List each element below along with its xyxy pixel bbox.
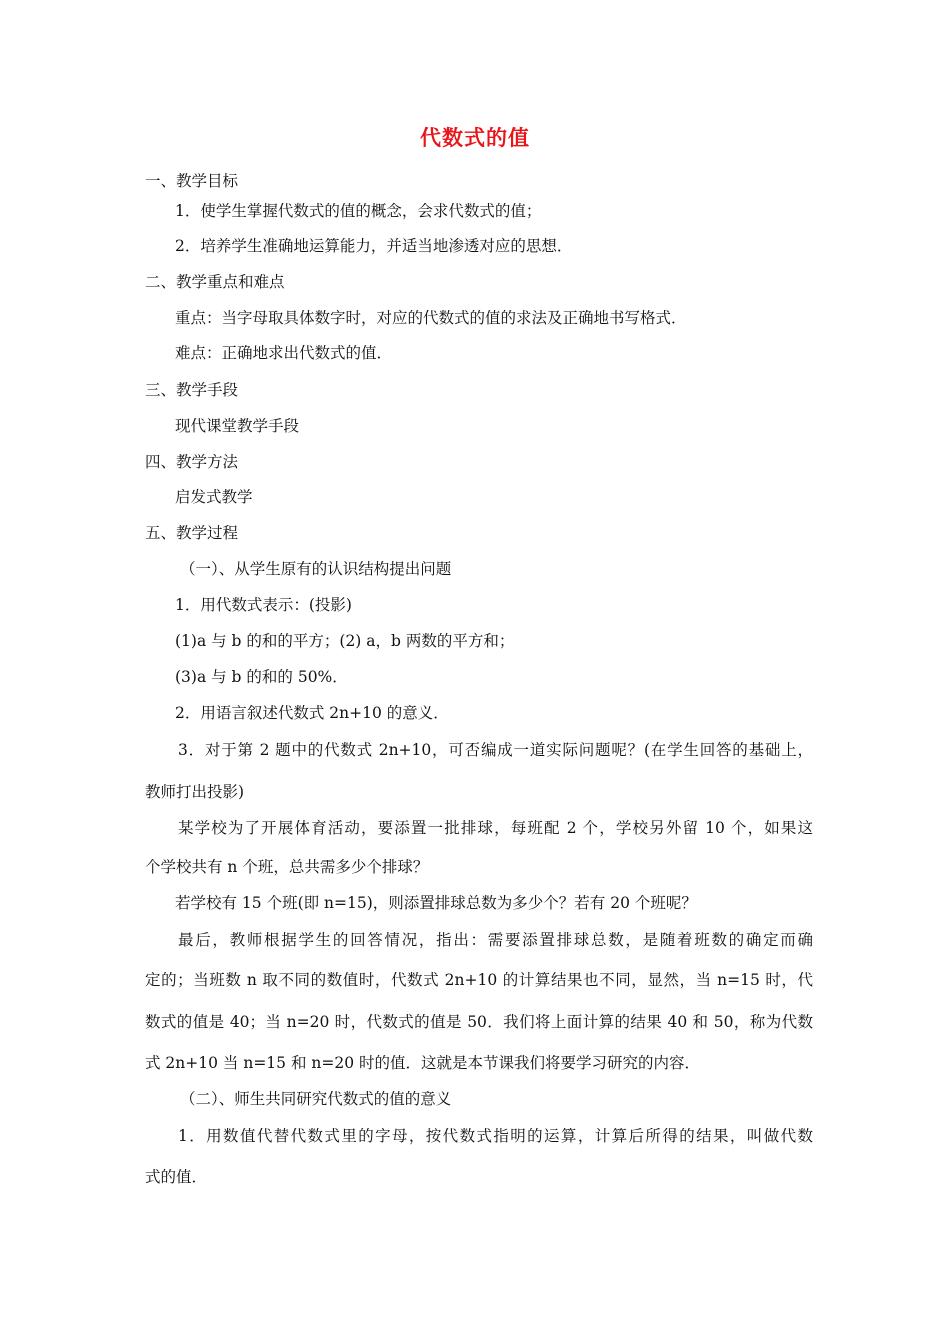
paragraph: 某学校为了开展体育活动，要添置一批排球，每班配 2 个，学校另外留 10 个，如果这 — [178, 819, 813, 837]
section-heading-3: 三、教学手段 — [145, 381, 239, 399]
paragraph: 定的；当班数 n 取不同的数值时，代数式 2n+10 的计算结果也不同，显然，当 n=15 时，代 — [145, 971, 813, 989]
paragraph: 式 2n+10 当 n=15 和 n=20 时的值．这就是本节课我们将要学习研究的内容． — [145, 1054, 701, 1072]
paragraph: 3．对于第 2 题中的代数式 2n+10，可否编成一道实际问题呢？(在学生回答的基础上， — [178, 741, 813, 759]
section-heading-1: 一、教学目标 — [145, 172, 239, 190]
section-heading-4: 四、教学方法 — [145, 453, 239, 471]
paragraph: 1．用数值代替代数式里的字母，按代数式指明的运算，计算后所得的结果，叫做代数 — [178, 1127, 813, 1145]
document-title: 代数式的值 — [420, 126, 530, 150]
section-heading-5: 五、教学过程 — [145, 524, 239, 542]
paragraph: 数式的值是 40；当 n=20 时，代数式的值是 50．我们将上面计算的结果 40 和 50，称为代数 — [145, 1013, 813, 1031]
paragraph: 教师打出投影) — [145, 783, 245, 801]
paragraph: (3)a 与 b 的和的 50%． — [175, 668, 348, 686]
paragraph: 难点：正确地求出代数式的值． — [175, 344, 393, 362]
paragraph: 现代课堂教学手段 — [175, 417, 300, 435]
subsection-heading-2: （二）、师生共同研究代数式的值的意义 — [180, 1090, 452, 1108]
paragraph: 个学校共有 n 个班，总共需多少个排球？ — [145, 858, 429, 876]
paragraph: 2．培养学生准确地运算能力，并适当地渗透对应的思想． — [175, 237, 573, 255]
paragraph: (1)a 与 b 的和的平方；(2) a，b 两数的平方和； — [175, 632, 515, 650]
paragraph: 启发式教学 — [175, 488, 253, 506]
paragraph: 式的值． — [145, 1168, 208, 1186]
subsection-heading-1: （一）、从学生原有的认识结构提出问题 — [180, 560, 452, 578]
paragraph: 1．用代数式表示：(投影) — [175, 596, 352, 614]
paragraph: 最后，教师根据学生的回答情况，指出：需要添置排球总数，是随着班数的确定而确 — [178, 931, 813, 949]
paragraph: 2．用语言叙述代数式 2n+10 的意义． — [175, 704, 449, 722]
paragraph: 1．使学生掌握代数式的值的概念，会求代数式的值； — [175, 202, 542, 220]
section-heading-2: 二、教学重点和难点 — [145, 273, 285, 291]
paragraph: 重点：当字母取具体数字时，对应的代数式的值的求法及正确地书写格式． — [175, 309, 687, 327]
paragraph: 若学校有 15 个班(即 n=15)，则添置排球总数为多少个？若有 20 个班呢？ — [175, 894, 697, 912]
